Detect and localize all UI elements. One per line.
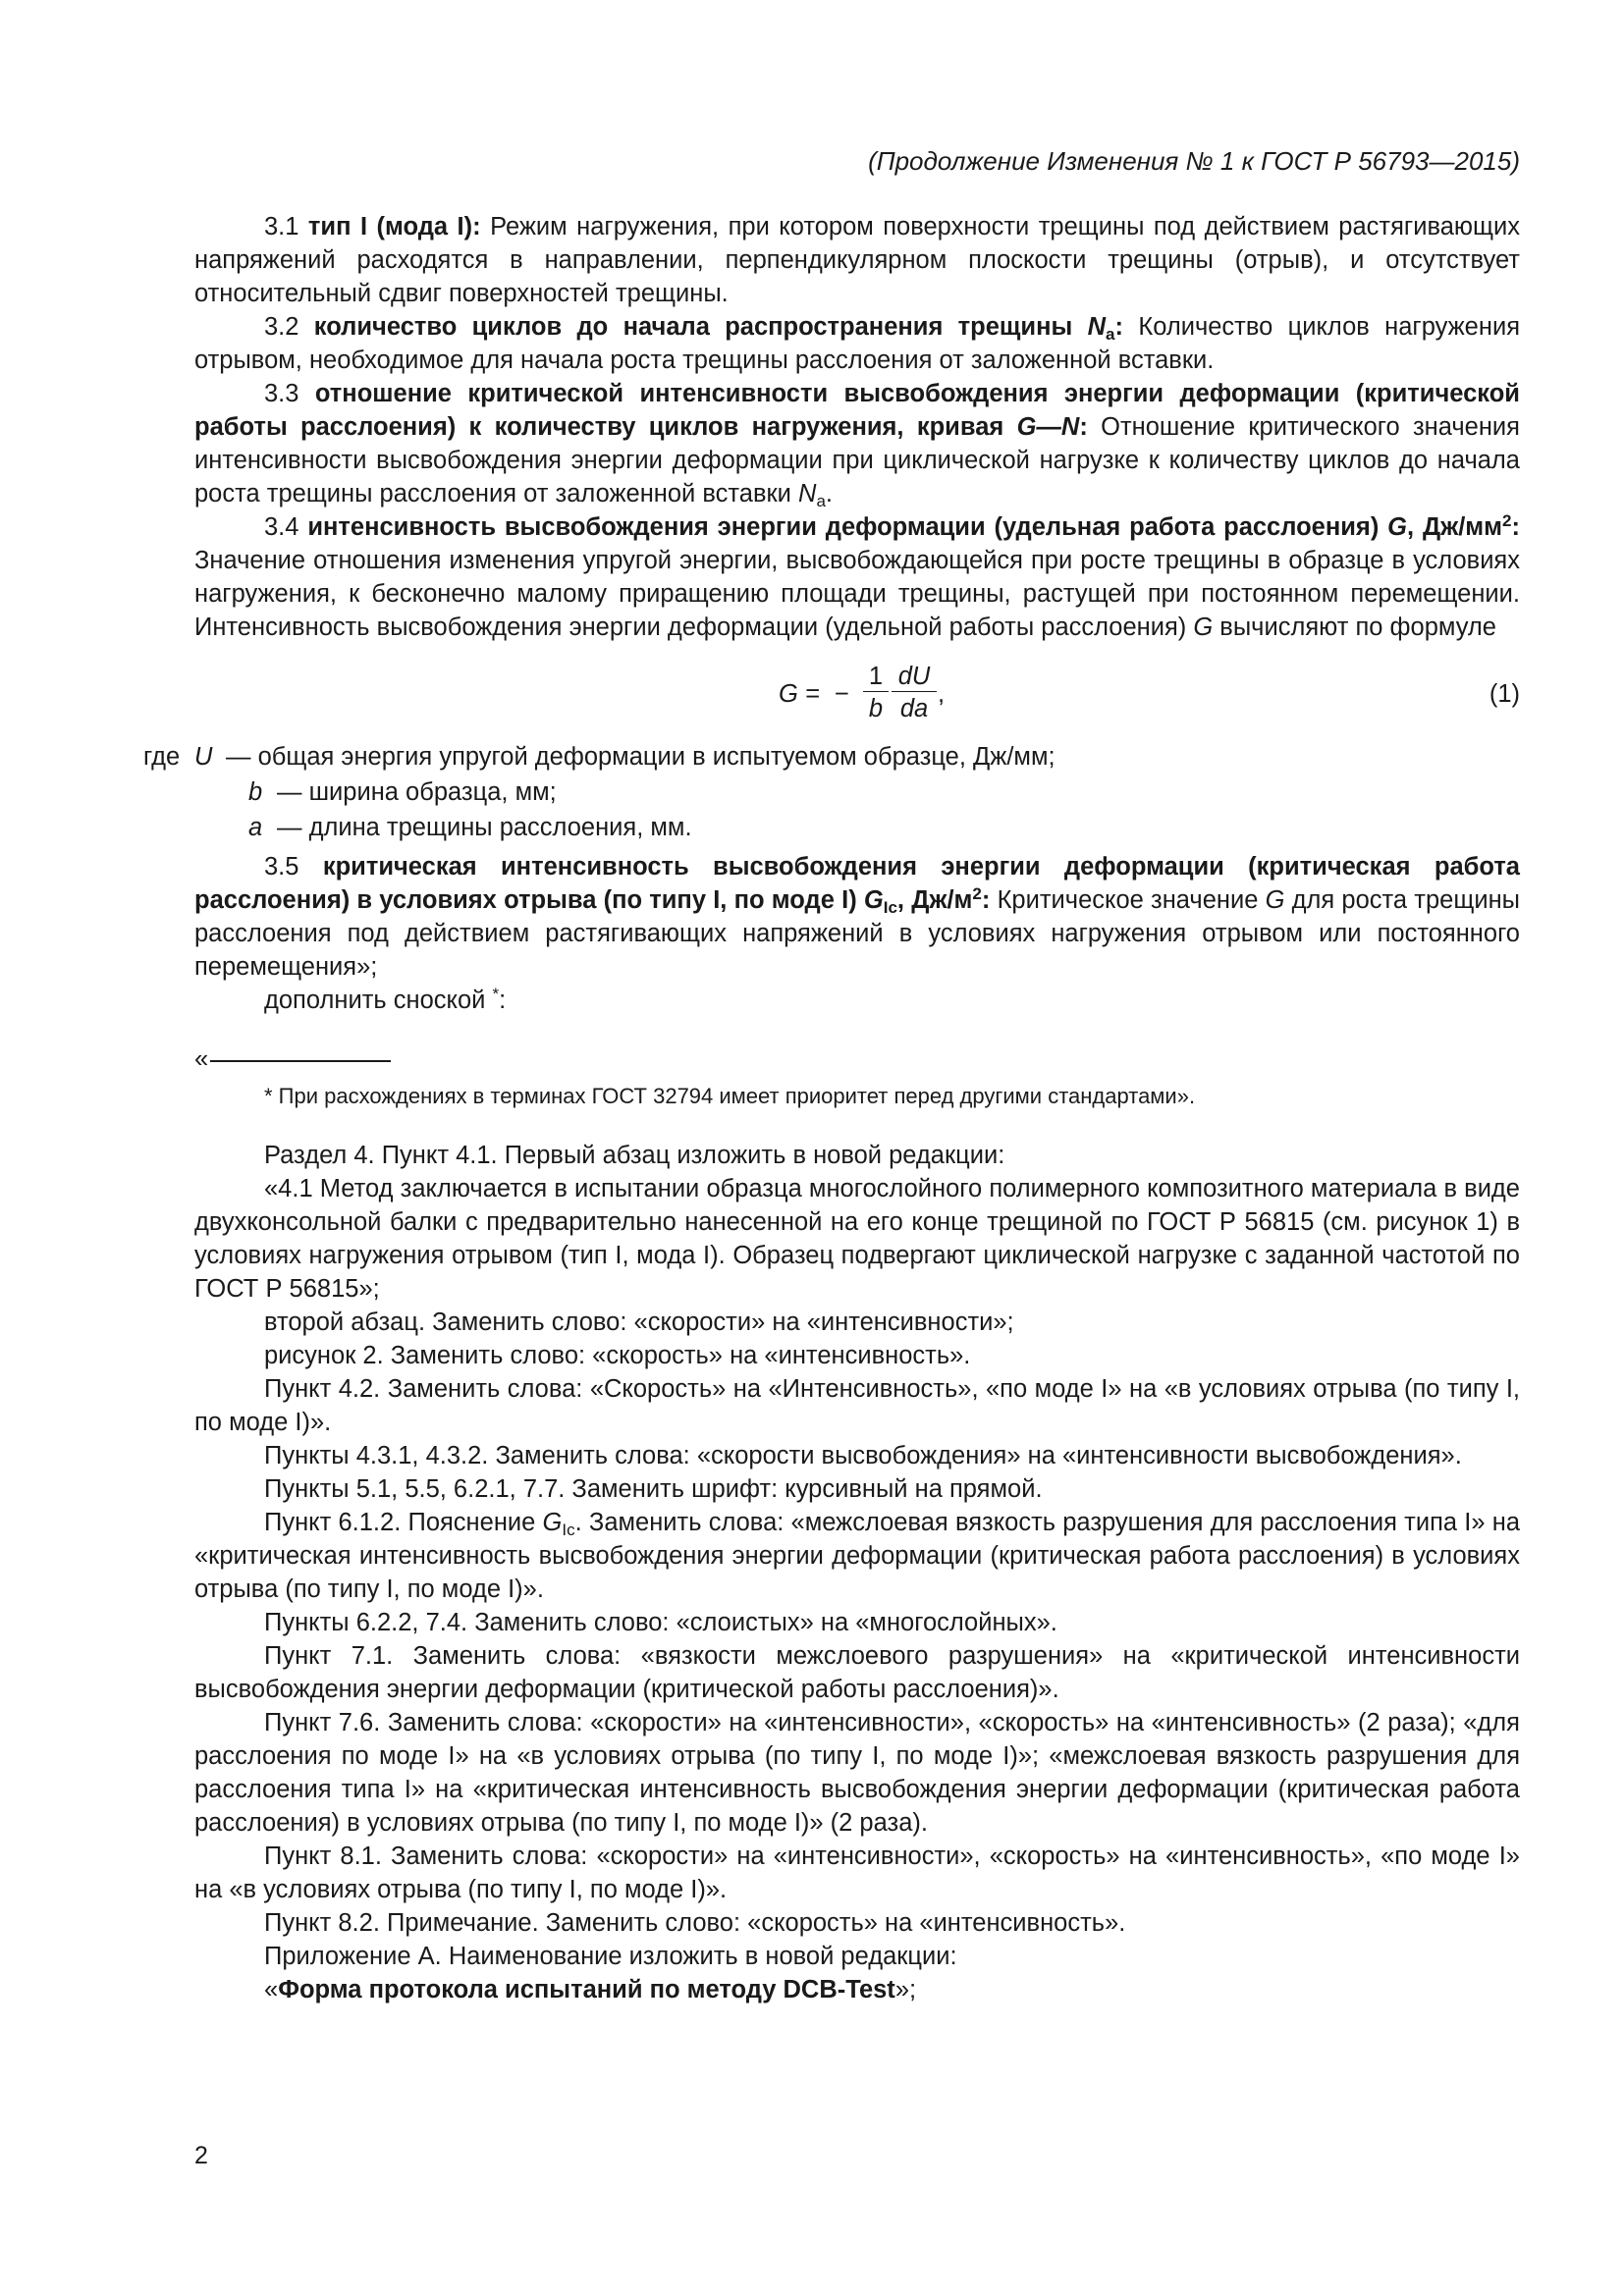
- footnote-rule: [210, 1060, 391, 1062]
- paragraph: Приложение А. Наименование изложить в новой редакции:: [264, 1943, 957, 1970]
- term-3-1: тип I (мода I):: [307, 213, 481, 240]
- formula-lhs: G =: [779, 680, 820, 708]
- where-item: a — длина трещины расслоения, мм.: [248, 814, 692, 841]
- paragraph: Пункт 8.2. Примечание. Заменить слово: «скорость» на «интенсивность».: [264, 1909, 1126, 1937]
- formula-minus: −: [835, 680, 849, 708]
- paragraph: рисунок 2. Заменить слово: «скорость» на «интенсивность».: [264, 1342, 971, 1369]
- term-3-5: критическая интенсивность высвобождения энергии деформации (критическая работа расслоения) в условиях отрыва (по типу I, по моде I) $G_{Ic}$, $Дж/м^2$:: [194, 853, 1520, 917]
- page-number: 2: [194, 2142, 208, 2169]
- term-3-3: отношение критической интенсивности высвобождения энергии деформации (критической работы расслоения) к количеству циклов нагружения, кривая G—N:: [194, 380, 1520, 441]
- paragraph: Пункты 4.3.1, 4.3.2. Заменить слова: «скорости высвобождения» на «интенсивности высвобождения».: [264, 1442, 1462, 1469]
- term-3-2: количество циклов до начала распространения трещины $N_a$:: [313, 313, 1124, 344]
- where-list: [143, 740, 1520, 846]
- paragraph: Пункт 7.1. Заменить слова: «вязкости межслоевого разрушения» на «критической интенсивности высвобождения энергии деформации (критической работы расслоения)».: [194, 1642, 1520, 1703]
- clause-3-5: 3.5 критическая интенсивность высвобождения энергии деформации (критическая работа расслоения) в условиях отрыва (по типу I, по моде I) $G_{Ic}$, $Дж/м^2$: Критическое значение G для роста трещины расслоения под действием растягивающих напряжений в условиях нагружения отрывом или постоянного перемещения»;: [194, 853, 1520, 981]
- paragraph: «4.1 Метод заключается в испытании образца многослойного полимерного композитного материала в виде двухконсольной балки с предварительно нанесенной на его конце трещиной по ГОСТ Р 56815 (см. рисунок 1) в условиях нагружения отрывом (тип I, мода I). Образец подвергают циклической нагрузке с заданной частотой по ГОСТ Р 56815»;: [194, 1175, 1520, 1303]
- clause-3-1: 3.1 тип I (мода I): Режим нагружения, при котором поверхности трещины под действием растягивающих напряжений расходятся в направлении, перпендикулярном плоскости трещины (отрыв), и отсутствует относительный сдвиг поверхностей трещины.: [194, 213, 1520, 307]
- paragraph: Раздел 4. Пункт 4.1. Первый абзац изложить в новой редакции:: [264, 1142, 1005, 1169]
- paragraph: Пункт 8.1. Заменить слова: «скорости» на «интенсивности», «скорость» на «интенсивность», «по моде I» на «в условиях отрыва (по типу I, по моде I)».: [194, 1842, 1520, 1903]
- add-footnote-instruction: дополнить сноской *:: [264, 985, 507, 1014]
- paragraph: Пункт 6.1.2. Пояснение $G_{Ic}$. Заменить слова: «межслоевая вязкость разрушения для расслоения типа I» на «критическая интенсивность высвобождения энергии деформации (критическая работа расслоения) в условиях отрыва (по типу I, по моде I)».: [194, 1509, 1520, 1603]
- fraction-1-over-b: $\frac{1}{b}$: [863, 660, 889, 723]
- appendix-title-paragraph: «Форма протокола испытаний по методу DCB-Test»;: [264, 1976, 917, 2003]
- footnote-separator: «: [194, 1042, 1520, 1082]
- paragraph: Пункты 6.2.2, 7.4. Заменить слово: «слоистых» на «многослойных».: [264, 1609, 1057, 1636]
- term-3-4: интенсивность высвобождения энергии деформации (удельная работа расслоения) G, $Дж/мм^2$:: [307, 511, 1520, 541]
- document-body: [143, 210, 1520, 2006]
- paragraph: второй абзац. Заменить слово: «скорости» на «интенсивности»;: [264, 1308, 1014, 1336]
- clause-3-2: 3.2 количество циклов до начала распространения трещины $N_a$: Количество циклов нагружения отрывом, необходимое для начала роста трещины расслоения от заложенной вставки.: [194, 313, 1520, 374]
- formula-number: (1): [1489, 680, 1520, 708]
- paragraph: Пункт 7.6. Заменить слова: «скорости» на «интенсивности», «скорость» на «интенсивность» (2 раза); «для расслоения по моде I» на «в условиях отрыва (по типу I, по моде I)»; «межслоевая вязкость разрушения для расслоения типа I» на «критическая интенсивность высвобождения энергии деформации (критическая работа расслоения) в условиях отрыва (по типу I, по моде I)» (2 раза).: [194, 1709, 1520, 1837]
- where-item: b — ширина образца, мм;: [248, 778, 557, 806]
- where-item: где U — общая энергия упругой деформации в испытуемом образце, Дж/мм;: [143, 743, 1056, 771]
- footnote-text: * При расхождениях в терминах ГОСТ 32794 имеет приоритет перед другими стандартами».: [264, 1084, 1196, 1108]
- clause-3-3: 3.3 отношение критической интенсивности высвобождения энергии деформации (критической работы расслоения) к количеству циклов нагружения, кривая G—N: Отношение критического значения интенсивности высвобождения энергии деформации при циклической нагрузке к количеству циклов до начала роста трещины расслоения от заложенной вставки $N_a$.: [194, 380, 1520, 510]
- paragraph: Пункт 4.2. Заменить слова: «Скорость» на «Интенсивность», «по моде I» на «в условиях отрыва (по типу I, по моде I)».: [194, 1375, 1520, 1436]
- continuation-header: (Продолжение Изменения № 1 к ГОСТ Р 56793—2015): [868, 146, 1520, 176]
- formula-1: G = − $\frac{1}{b}$ $\frac{dU}{da}$ , (1): [194, 654, 1520, 736]
- fraction-du-over-da: $\frac{dU}{da}$: [892, 660, 937, 723]
- paragraph: Пункты 5.1, 5.5, 6.2.1, 7.7. Заменить шрифт: курсивный на прямой.: [264, 1475, 1043, 1503]
- clause-3-4: 3.4 интенсивность высвобождения энергии деформации (удельная работа расслоения) G, $Дж/мм^2$: Значение отношения изменения упругой энергии, высвобождающейся при росте трещины в образце в условиях нагружения, к бесконечно малому приращению площади трещины, растущей при постоянном перемещении. Интенсивность высвобождения энергии деформации (удельной работы расслоения) G вычисляют по формуле: [194, 511, 1520, 641]
